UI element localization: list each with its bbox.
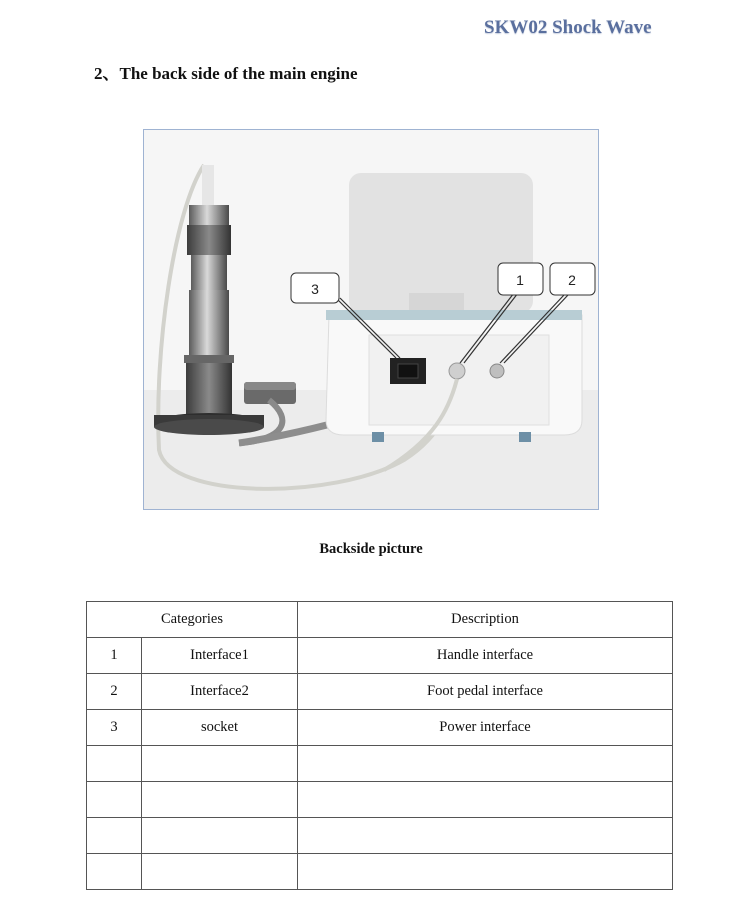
row-category [142, 746, 298, 782]
header-description: Description [298, 602, 673, 638]
table-row-empty [87, 818, 673, 854]
brand-header: SKW02 Shock Wave [484, 17, 652, 38]
row-category [142, 854, 298, 890]
table-row-empty [87, 746, 673, 782]
figure-caption: Backside picture [319, 541, 423, 557]
device-illustration [144, 130, 598, 509]
row-description: Power interface [298, 710, 673, 746]
callout-1-label: 1 [516, 272, 524, 288]
callout-2-label: 2 [568, 272, 576, 288]
row-category: Interface2 [142, 674, 298, 710]
interface-table [86, 601, 673, 890]
row-number [87, 746, 142, 782]
row-description: Foot pedal interface [298, 674, 673, 710]
table-row-empty [87, 782, 673, 818]
header-categories: Categories [87, 602, 298, 638]
section-title: 2、The back side of the main engine [94, 64, 358, 83]
row-description [298, 746, 673, 782]
table-row [87, 674, 673, 710]
row-number [87, 818, 142, 854]
backside-figure [143, 129, 599, 510]
row-category [142, 818, 298, 854]
callout-3-label: 3 [311, 281, 319, 297]
row-description [298, 818, 673, 854]
row-category [142, 782, 298, 818]
row-number [87, 782, 142, 818]
row-category: socket [142, 710, 298, 746]
table-row [87, 710, 673, 746]
row-number [87, 854, 142, 890]
row-number: 2 [87, 674, 142, 710]
interface2-port [490, 364, 504, 378]
interface1-port [449, 363, 465, 379]
row-category: Interface1 [142, 638, 298, 674]
table-header-row [87, 602, 673, 638]
row-number: 1 [87, 638, 142, 674]
row-description [298, 854, 673, 890]
row-number: 3 [87, 710, 142, 746]
row-description [298, 782, 673, 818]
row-description: Handle interface [298, 638, 673, 674]
table-row-empty [87, 854, 673, 890]
table-row [87, 638, 673, 674]
